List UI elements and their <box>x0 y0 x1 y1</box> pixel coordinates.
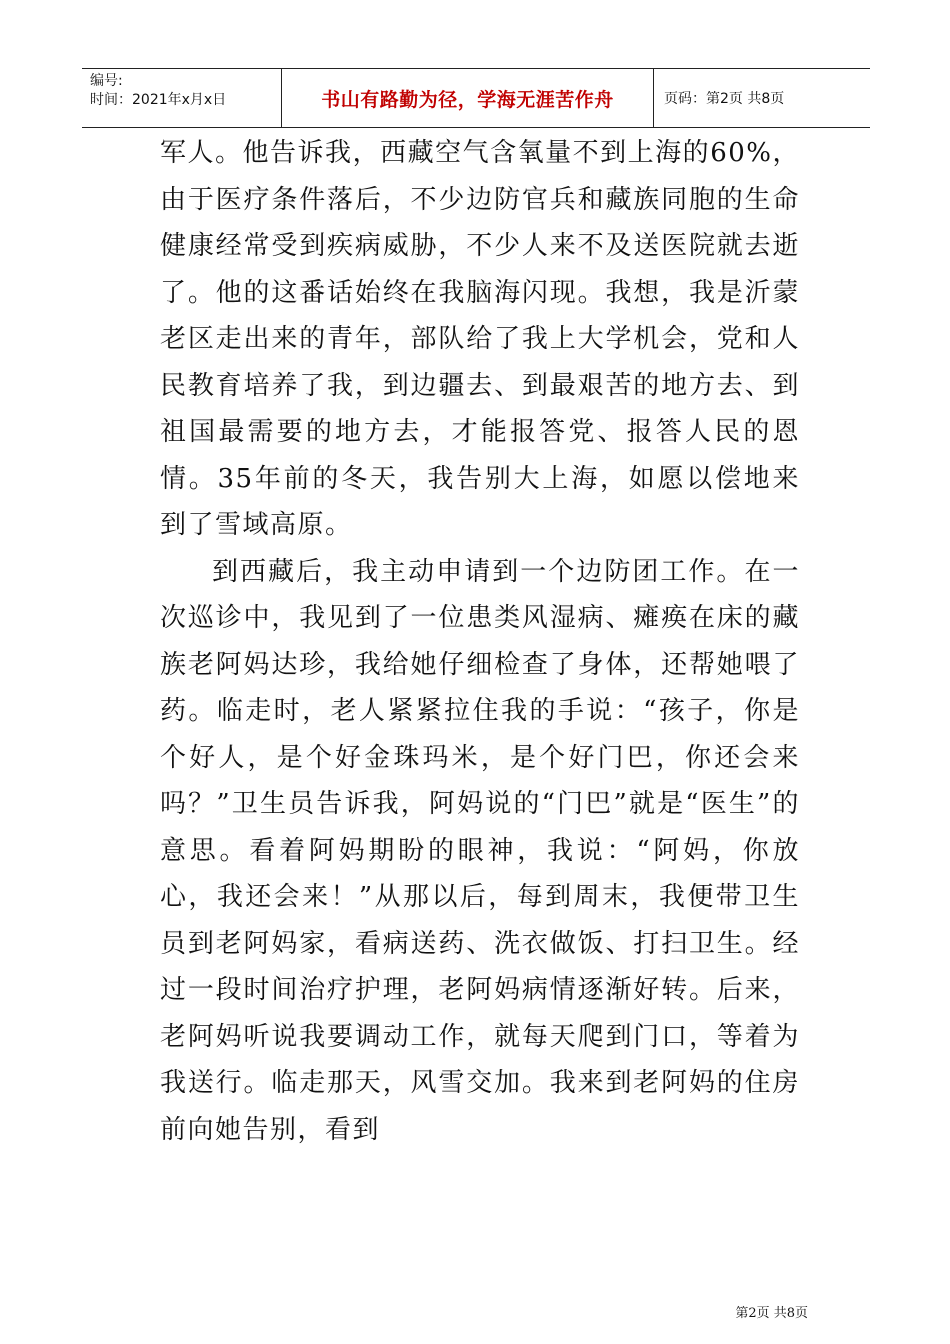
body-paragraph: 到西藏后，我主动申请到一个边防团工作。在一次巡诊中，我见到了一位患类风湿病、瘫痪在床的藏族老阿妈达珍，我给她仔细检查了身体，还帮她喂了药。临走时，老人紧紧拉住我的手说：“孩子，你是个好人，是个好金珠玛米，是个好门巴，你还会来吗？”卫生员告诉我，阿妈说的“门巴”就是“医生”的意思。看着阿妈期盼的眼神，我说：“阿妈，你放心，我还会来！”从那以后，每到周末，我便带卫生员到老阿妈家，看病送药、洗衣做饭、打扫卫生。经过一段时间治疗护理，老阿妈病情逐渐好转。后来，老阿妈听说我要调动工作，就每天爬到门口，等着为我送行。临走那天，风雪交加。我来到老阿妈的住房前向她告别，看到 <box>160 556 800 1145</box>
page-footer: 第2页 共8页 <box>735 1306 808 1321</box>
document-number-label: 编号: <box>90 73 123 89</box>
body-paragraph-continued: 军人。他告诉我，西藏空气含氧量不到上海的60%，由于医疗条件落后，不少边防官兵和藏族同胞的生命健康经常受到疾病威胁，不少人来不及送医院就去逝了。他的这番话始终在我脑海闪现。我想，我是沂蒙老区走出来的青年，部队给了我上大学机会，党和人民教育培养了我，到边疆去、到最艰苦的地方去、到祖国最需要的地方去，才能报答党、报答人民的恩情。35年前的冬天，我告别大上海，如愿以偿地来到了雪域高原。 <box>160 138 800 540</box>
header-meta-cell <box>82 69 282 127</box>
document-body <box>160 130 800 1153</box>
header-page-info: 页码：第2页 共8页 <box>664 91 785 107</box>
document-date-label: 时间：2021年x月x日 <box>90 92 227 108</box>
page-header <box>82 68 870 128</box>
header-motto: 书山有路勤为径，学海无涯苦作舟 <box>282 69 654 127</box>
